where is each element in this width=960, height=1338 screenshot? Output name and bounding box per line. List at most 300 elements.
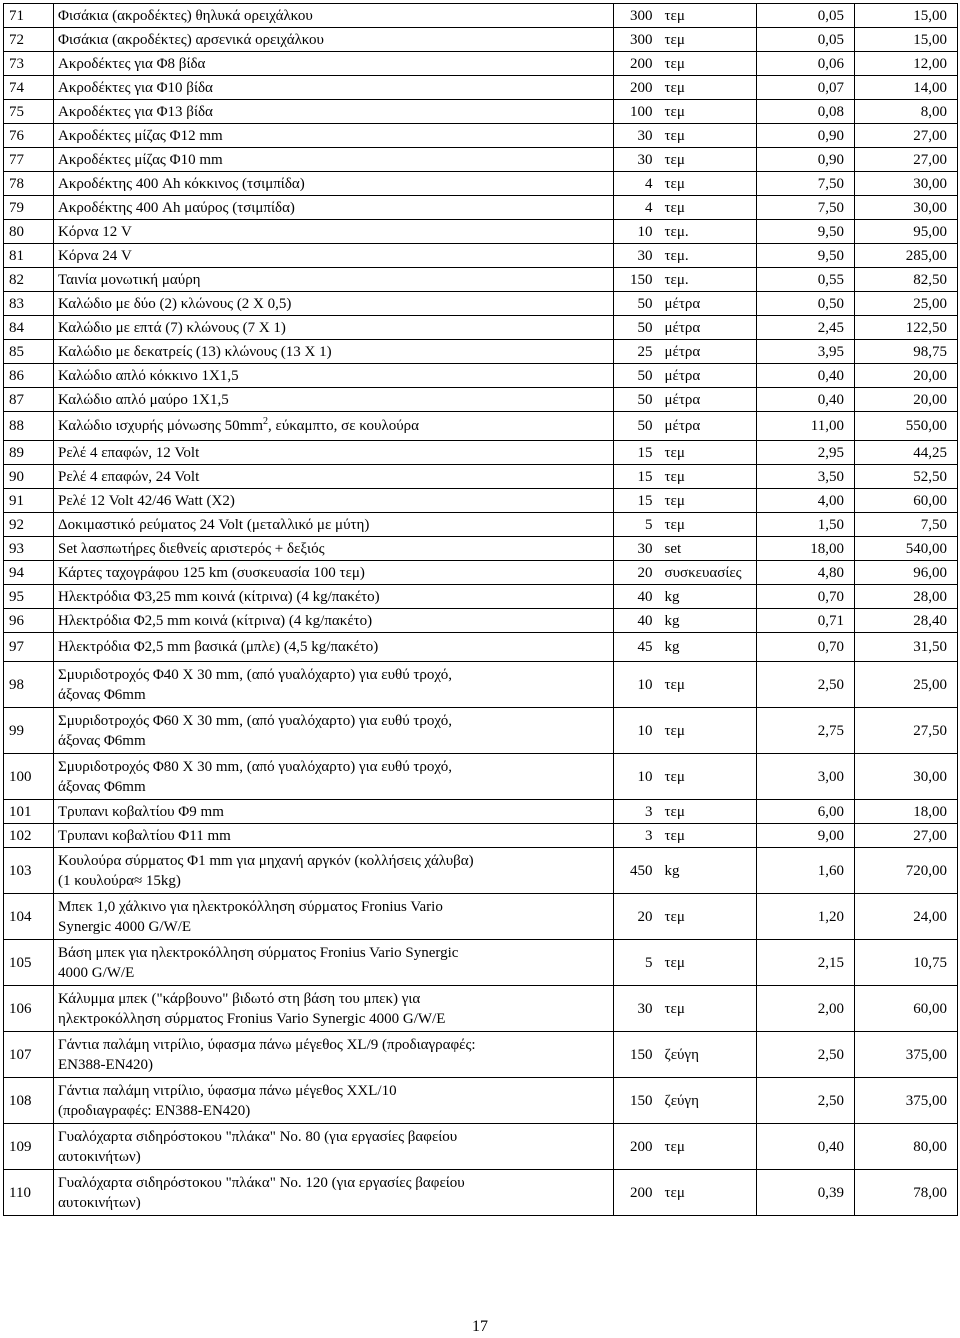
description-text: Ακροδέκτης 400 Ah κόκκινος (τσιμπίδα) [58,175,305,192]
unit-price-cell: 0,40 [757,388,855,412]
unit-cell: τεμ [659,4,757,28]
page-number: 17 [472,1318,488,1335]
unit-cell: ζεύγη [659,1078,757,1124]
table-row [4,52,958,76]
quantity-cell: 20 [614,894,659,940]
table-row [4,561,958,585]
total-cell: 60,00 [855,986,958,1032]
row-number-cell: 83 [4,292,54,316]
description-cell [54,1124,614,1170]
total-cell: 27,00 [855,148,958,172]
quantity-cell: 30 [614,537,659,561]
quantity-cell: 100 [614,100,659,124]
row-number-cell: 74 [4,76,54,100]
total-cell: 78,00 [855,1170,958,1216]
unit-price-cell: 9,50 [757,244,855,268]
description-cell [54,1170,614,1216]
total-cell: 28,40 [855,609,958,633]
unit-price-cell: 6,00 [757,800,855,824]
table-row [4,754,958,800]
unit-price-cell: 0,40 [757,364,855,388]
description-cell [54,196,614,220]
description-cell [54,537,614,561]
description-cell [54,848,614,894]
table-row [4,100,958,124]
table-row [4,848,958,894]
unit-price-cell: 4,00 [757,489,855,513]
total-cell: 15,00 [855,4,958,28]
row-number-cell: 72 [4,28,54,52]
table-row [4,1170,958,1216]
unit-cell: τεμ [659,894,757,940]
unit-cell: τεμ [659,800,757,824]
unit-price-cell: 4,80 [757,561,855,585]
unit-cell: τεμ [659,196,757,220]
table-row [4,824,958,848]
table-row [4,388,958,412]
row-number-cell: 86 [4,364,54,388]
description-text-line2: αυτοκινήτων) [58,1194,141,1211]
row-number-cell: 99 [4,708,54,754]
table-row [4,316,958,340]
unit-cell: συσκευασίες [659,561,757,585]
row-number-cell: 91 [4,489,54,513]
description-cell [54,76,614,100]
unit-price-cell: 0,05 [757,4,855,28]
description-text: Ρελέ 4 επαφών, 12 Volt [58,444,200,461]
unit-price-cell: 0,55 [757,268,855,292]
unit-cell: kg [659,585,757,609]
unit-cell: kg [659,848,757,894]
total-cell: 24,00 [855,894,958,940]
description-text: Καλώδιο απλό κόκκινο 1Χ1,5 [58,367,239,384]
quantity-cell: 200 [614,1170,659,1216]
table-row [4,1078,958,1124]
total-cell: 540,00 [855,537,958,561]
description-superscript: 2 [263,416,269,427]
unit-price-cell: 2,15 [757,940,855,986]
description-cell [54,148,614,172]
row-number-cell: 109 [4,1124,54,1170]
description-text: Κόρνα 12 V [58,223,132,240]
description-cell [54,609,614,633]
description-cell [54,316,614,340]
description-cell [54,986,614,1032]
unit-price-cell: 2,75 [757,708,855,754]
unit-price-cell: 0,39 [757,1170,855,1216]
quantity-cell: 300 [614,28,659,52]
description-cell [54,244,614,268]
table-row [4,441,958,465]
unit-cell: τεμ [659,940,757,986]
unit-cell: μέτρα [659,340,757,364]
total-cell: 27,00 [855,824,958,848]
row-number-cell: 101 [4,800,54,824]
quantity-cell: 15 [614,441,659,465]
table-row [4,220,958,244]
description-cell [54,662,614,708]
row-number-cell: 102 [4,824,54,848]
unit-price-cell: 2,50 [757,662,855,708]
description-cell [54,28,614,52]
description-text-line2: (1 κουλούρα≈ 15kg) [58,872,181,889]
quantity-cell: 10 [614,220,659,244]
unit-cell: τεμ [659,986,757,1032]
total-cell: 98,75 [855,340,958,364]
description-text: Ακροδέκτες μίζας Φ10 mm [58,151,223,168]
table-row [4,412,958,441]
unit-price-cell: 9,50 [757,220,855,244]
unit-cell: τεμ [659,662,757,708]
description-text: Ηλεκτρόδια Φ3,25 mm κοινά (κίτρινα) (4 kg/πακέτο) [58,588,380,605]
unit-price-cell: 0,40 [757,1124,855,1170]
unit-cell: τεμ [659,441,757,465]
description-text: Ακροδέκτες μίζας Φ12 mm [58,127,223,144]
description-text: Καλώδιο με επτά (7) κλώνους (7 Χ 1) [58,319,286,336]
unit-price-cell: 0,70 [757,633,855,662]
row-number-cell: 76 [4,124,54,148]
table-row [4,172,958,196]
unit-cell: τεμ [659,52,757,76]
unit-price-cell: 3,50 [757,465,855,489]
unit-cell: τεμ [659,172,757,196]
description-cell [54,441,614,465]
description-text: Ακροδέκτες για Φ13 βίδα [58,103,213,120]
unit-price-cell: 3,00 [757,754,855,800]
total-cell: 31,50 [855,633,958,662]
total-cell: 25,00 [855,292,958,316]
description-text-line2: Synergic 4000 G/W/E [58,918,192,935]
description-cell [54,52,614,76]
unit-cell: τεμ [659,465,757,489]
table-row [4,292,958,316]
quantity-cell: 200 [614,1124,659,1170]
table-row [4,465,958,489]
description-cell [54,412,614,441]
description-cell [54,894,614,940]
row-number-cell: 94 [4,561,54,585]
unit-price-cell: 0,06 [757,52,855,76]
description-cell [54,465,614,489]
unit-cell: μέτρα [659,364,757,388]
row-number-cell: 93 [4,537,54,561]
unit-price-cell: 0,90 [757,148,855,172]
unit-price-cell: 2,00 [757,986,855,1032]
total-cell: 82,50 [855,268,958,292]
description-text: Δοκιμαστικό ρεύματος 24 Volt (μεταλλικό με μύτη) [58,516,370,533]
row-number-cell: 85 [4,340,54,364]
description-text: Set λασπωτήρες διεθνείς αριστερός + δεξιός [58,540,325,557]
description-text: Κόρνα 24 V [58,247,132,264]
description-cell [54,1032,614,1078]
unit-price-cell: 11,00 [757,412,855,441]
row-number-cell: 107 [4,1032,54,1078]
unit-cell: μέτρα [659,316,757,340]
unit-cell: τεμ [659,76,757,100]
description-cell [54,633,614,662]
total-cell: 12,00 [855,52,958,76]
description-text-line2: άξονας Φ6mm [58,686,146,703]
unit-price-cell: 0,70 [757,585,855,609]
total-cell: 8,00 [855,100,958,124]
row-number-cell: 71 [4,4,54,28]
unit-price-cell: 9,00 [757,824,855,848]
description-text: Σμυριδοτροχός Φ40 Χ 30 mm, (από γυαλόχαρτο) για ευθύ τροχό, [58,666,452,683]
quantity-cell: 200 [614,52,659,76]
description-text: Σμυριδοτροχός Φ60 Χ 30 mm, (από γυαλόχαρτο) για ευθύ τροχό, [58,712,452,729]
table-row [4,489,958,513]
unit-price-cell: 0,71 [757,609,855,633]
description-text: Γυαλόχαρτα σιδηρόστοκου "πλάκα" Νο. 120 (για εργασίες βαφείου [58,1174,465,1191]
unit-cell: μέτρα [659,412,757,441]
table-row [4,585,958,609]
description-text: Φισάκια (ακροδέκτες) θηλυκά ορειχάλκου [58,7,313,24]
description-cell [54,388,614,412]
table-row [4,268,958,292]
quantity-cell: 4 [614,196,659,220]
unit-cell: τεμ [659,1170,757,1216]
description-text-line2: (προδιαγραφές: EN388-EN420) [58,1102,251,1119]
description-cell [54,513,614,537]
table-row [4,537,958,561]
unit-cell: τεμ [659,28,757,52]
description-text: Καλώδιο ισχυρής μόνωσης 50mm [58,418,264,434]
total-cell: 27,00 [855,124,958,148]
description-cell [54,100,614,124]
unit-cell: τεμ [659,513,757,537]
unit-price-cell: 0,05 [757,28,855,52]
description-cell [54,585,614,609]
description-cell [54,800,614,824]
unit-cell: τεμ [659,708,757,754]
unit-cell: τεμ [659,489,757,513]
unit-cell: μέτρα [659,388,757,412]
table-row [4,662,958,708]
unit-price-cell: 2,50 [757,1078,855,1124]
row-number-cell: 81 [4,244,54,268]
unit-price-cell: 1,20 [757,894,855,940]
quantity-cell: 20 [614,561,659,585]
quantity-cell: 3 [614,800,659,824]
description-text-line2: ηλεκτροκόλληση σύρματος Fronius Vario Synergic 4000 G/W/E [58,1010,446,1027]
quantity-cell: 15 [614,489,659,513]
table-row [4,1032,958,1078]
total-cell: 30,00 [855,754,958,800]
quantity-cell: 5 [614,940,659,986]
total-cell: 28,00 [855,585,958,609]
description-text: Ακροδέκτες για Φ10 βίδα [58,79,213,96]
quantity-cell: 40 [614,585,659,609]
description-text-line2: άξονας Φ6mm [58,778,146,795]
row-number-cell: 100 [4,754,54,800]
total-cell: 25,00 [855,662,958,708]
total-cell: 20,00 [855,364,958,388]
quantity-cell: 50 [614,292,659,316]
description-cell [54,292,614,316]
quantity-cell: 15 [614,465,659,489]
quantity-cell: 300 [614,4,659,28]
unit-cell: τεμ [659,1124,757,1170]
unit-price-cell: 0,90 [757,124,855,148]
description-cell [54,268,614,292]
total-cell: 44,25 [855,441,958,465]
unit-cell: μέτρα [659,292,757,316]
quantity-cell: 50 [614,388,659,412]
row-number-cell: 82 [4,268,54,292]
unit-cell: τεμ [659,754,757,800]
row-number-cell: 79 [4,196,54,220]
description-cell [54,754,614,800]
description-cell [54,4,614,28]
unit-price-cell: 7,50 [757,196,855,220]
table-row [4,1124,958,1170]
description-text: Ηλεκτρόδια Φ2,5 mm κοινά (κίτρινα) (4 kg/πακέτο) [58,612,373,629]
description-text: Κάρτες ταχογράφου 125 km (συσκευασία 100 τεμ) [58,564,365,581]
unit-cell: τεμ. [659,220,757,244]
unit-price-cell: 0,07 [757,76,855,100]
total-cell: 30,00 [855,196,958,220]
table-row [4,76,958,100]
description-text: Φισάκια (ακροδέκτες) αρσενικά ορειχάλκου [58,31,324,48]
unit-cell: τεμ [659,148,757,172]
quantity-cell: 25 [614,340,659,364]
table-row [4,196,958,220]
row-number-cell: 98 [4,662,54,708]
quantity-cell: 10 [614,708,659,754]
table-row [4,986,958,1032]
table-row [4,4,958,28]
table-row [4,940,958,986]
total-cell: 52,50 [855,465,958,489]
description-cell [54,124,614,148]
quantity-cell: 4 [614,172,659,196]
row-number-cell: 87 [4,388,54,412]
row-number-cell: 103 [4,848,54,894]
description-text: Κουλούρα σύρματος Φ1 mm για μηχανή αργκόν (κολλήσεις χάλυβα) [58,852,474,869]
unit-cell: τεμ [659,100,757,124]
description-cell [54,220,614,244]
unit-price-cell: 1,60 [757,848,855,894]
unit-cell: ζεύγη [659,1032,757,1078]
row-number-cell: 90 [4,465,54,489]
total-cell: 720,00 [855,848,958,894]
description-text: Ρελέ 4 επαφών, 24 Volt [58,468,200,485]
total-cell: 375,00 [855,1032,958,1078]
quantity-cell: 450 [614,848,659,894]
table-body [4,4,958,1216]
description-text: Καλώδιο απλό μαύρο 1Χ1,5 [58,391,229,408]
description-text: Κάλυμμα μπεκ ("κάρβουνο" βιδωτό στη βάση του μπεκ) για [58,990,421,1007]
description-text: Γάντια παλάμη νιτρίλιο, ύφασμα πάνω μέγεθος XL/9 (προδιαγραφές: [58,1036,476,1053]
table-row [4,364,958,388]
price-table [3,3,958,1216]
unit-price-cell: 0,08 [757,100,855,124]
unit-cell: τεμ. [659,268,757,292]
table-row [4,894,958,940]
description-cell [54,708,614,754]
description-cell [54,561,614,585]
unit-price-cell: 0,50 [757,292,855,316]
description-cell [54,340,614,364]
description-cell [54,940,614,986]
description-text: Μπεκ 1,0 χάλκινο για ηλεκτροκόλληση σύρματος Fronius Vario [58,898,443,915]
unit-cell: τεμ [659,824,757,848]
unit-price-cell: 2,50 [757,1032,855,1078]
row-number-cell: 108 [4,1078,54,1124]
unit-price-cell: 18,00 [757,537,855,561]
total-cell: 96,00 [855,561,958,585]
quantity-cell: 150 [614,1032,659,1078]
quantity-cell: 30 [614,124,659,148]
table-row [4,609,958,633]
row-number-cell: 92 [4,513,54,537]
description-text-line2: άξονας Φ6mm [58,732,146,749]
row-number-cell: 104 [4,894,54,940]
description-text: Καλώδιο με δύο (2) κλώνους (2 Χ 0,5) [58,295,292,312]
total-cell: 60,00 [855,489,958,513]
total-cell: 14,00 [855,76,958,100]
total-cell: 375,00 [855,1078,958,1124]
description-text: Βάση μπεκ για ηλεκτροκόλληση σύρματος Fronius Vario Synergic [58,944,459,961]
description-text: Τρυπανι κοβαλτίου Φ11 mm [58,827,231,844]
description-text-line2: αυτοκινήτων) [58,1148,141,1165]
table-row [4,513,958,537]
description-text: Ταινία μονωτική μαύρη [58,271,201,288]
row-number-cell: 88 [4,412,54,441]
row-number-cell: 110 [4,1170,54,1216]
table-row [4,148,958,172]
description-text: Ακροδέκτες για Φ8 βίδα [58,55,206,72]
description-text: Ακροδέκτης 400 Ah μαύρος (τσιμπίδα) [58,199,295,216]
description-text: Ηλεκτρόδια Φ2,5 mm βασικά (μπλε) (4,5 kg/πακέτο) [58,639,379,655]
description-text-continued: , εύκαμπτο, σε κουλούρα [268,418,420,434]
quantity-cell: 30 [614,148,659,172]
quantity-cell: 40 [614,609,659,633]
description-text-line2: EN388-EN420) [58,1056,153,1073]
row-number-cell: 95 [4,585,54,609]
description-text: Ρελέ 12 Volt 42/46 Watt (Χ2) [58,492,235,509]
table-row [4,124,958,148]
description-cell [54,1078,614,1124]
table-row [4,800,958,824]
quantity-cell: 10 [614,662,659,708]
row-number-cell: 96 [4,609,54,633]
table-row [4,633,958,662]
description-cell [54,489,614,513]
quantity-cell: 50 [614,364,659,388]
unit-cell: τεμ. [659,244,757,268]
quantity-cell: 10 [614,754,659,800]
row-number-cell: 89 [4,441,54,465]
total-cell: 122,50 [855,316,958,340]
total-cell: 20,00 [855,388,958,412]
row-number-cell: 84 [4,316,54,340]
quantity-cell: 50 [614,316,659,340]
unit-price-cell: 1,50 [757,513,855,537]
unit-cell: set [659,537,757,561]
unit-price-cell: 3,95 [757,340,855,364]
row-number-cell: 97 [4,633,54,662]
description-text: Γάντια παλάμη νιτρίλιο, ύφασμα πάνω μέγεθος XXL/10 [58,1082,397,1099]
description-text-line2: 4000 G/W/E [58,964,135,981]
description-cell [54,172,614,196]
row-number-cell: 73 [4,52,54,76]
total-cell: 30,00 [855,172,958,196]
unit-cell: kg [659,633,757,662]
row-number-cell: 80 [4,220,54,244]
description-text: Γυαλόχαρτα σιδηρόστοκου "πλάκα" Νο. 80 (για εργασίες βαφείου [58,1128,458,1145]
quantity-cell: 50 [614,412,659,441]
